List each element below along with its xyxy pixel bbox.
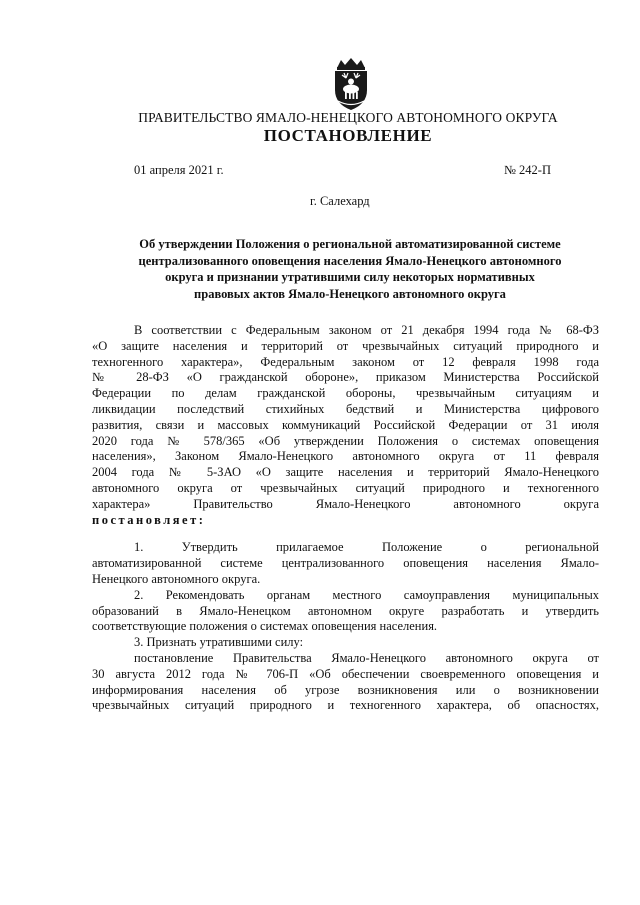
preamble-line: 2004 года № 5-ЗАО «О защите населения и территорий Ямало-Ненецкого <box>92 465 599 480</box>
preamble-line: населения», Законом Ямало-Ненецкого автономного округа от 11 февраля <box>92 449 599 464</box>
title-line: централизованного оповещения населения Ямало-Ненецкого автономного <box>138 253 562 268</box>
item-line: 1. Утвердить прилагаемое Положение о региональной <box>134 540 599 555</box>
preamble-line: «О защите населения и территорий от чрезвычайных ситуаций природного и <box>92 338 599 353</box>
coat-of-arms-icon <box>327 56 375 112</box>
preamble-line: ликвидации последствий стихийных бедствий и Министерства цифрового <box>92 401 599 416</box>
resolves-word: постановляет: <box>92 512 206 527</box>
preamble-line: Федерации по делам гражданской обороны, чрезвычайным ситуациям и <box>92 386 599 401</box>
title-line: Об утверждении Положения о региональной автоматизированной системе <box>139 237 561 251</box>
item-line: чрезвычайных ситуаций природного и техногенного характера, об опасностях, <box>92 698 599 713</box>
document-number: № 242-П <box>504 163 551 177</box>
document-title <box>92 236 608 302</box>
item-line: 30 августа 2012 года № 706-П «Об обеспечении своевременного оповещения и <box>92 666 599 681</box>
document-body <box>92 323 599 714</box>
preamble-line: № 28-ФЗ «О гражданской обороне», приказом Министерства Российской <box>92 370 599 385</box>
preamble-line: техногенного характера», Федеральным законом от 12 февраля 1998 года <box>92 354 599 369</box>
item-line: соответствующие положения о системах оповещения населения. <box>92 619 438 634</box>
spacer <box>92 528 599 540</box>
item-line: 3. Признать утратившими силу: <box>134 635 304 650</box>
document-type: ПОСТАНОВЛЕНИЕ <box>263 126 433 145</box>
preamble-line: автономного округа от чрезвычайных ситуаций природного и техногенного <box>92 480 599 495</box>
item-line: информирования населения об угрозе возникновения или о возникновении <box>92 682 599 697</box>
title-line: округа и признании утратившими силу некоторых нормативных <box>165 270 535 284</box>
item-line: образований в Ямало-Ненецком автономном округе разработать и утвердить <box>92 603 599 618</box>
preamble-line: В соответствии с Федеральным законом от 21 декабря 1994 года № 68-ФЗ <box>134 323 599 337</box>
item-line: 2. Рекомендовать органам местного самоуправления муниципальных <box>134 587 599 602</box>
item-line: постановление Правительства Ямало-Ненецкого автономного округа от <box>134 650 599 665</box>
document-date: 01 апреля 2021 г. <box>134 163 224 177</box>
title-line: правовых актов Ямало-Ненецкого автономного округа <box>194 286 506 301</box>
item-line: Ненецкого автономного округа. <box>92 571 261 586</box>
preamble-line: характера» Правительство Ямало-Ненецкого автономного округа <box>92 496 599 511</box>
item-line: автоматизированной системе централизованного оповещения населения Ямало- <box>92 556 599 571</box>
document-city: г. Салехард <box>310 194 370 208</box>
preamble-line: развития, связи и массовых коммуникаций Российской Федерации от 31 июля <box>92 417 599 432</box>
government-name: ПРАВИТЕЛЬСТВО ЯМАЛО-НЕНЕЦКОГО АВТОНОМНОГО ОКРУГА <box>138 110 558 125</box>
preamble-line: 2020 года № 578/365 «Об утверждении Положения о системах оповещения <box>92 433 599 448</box>
